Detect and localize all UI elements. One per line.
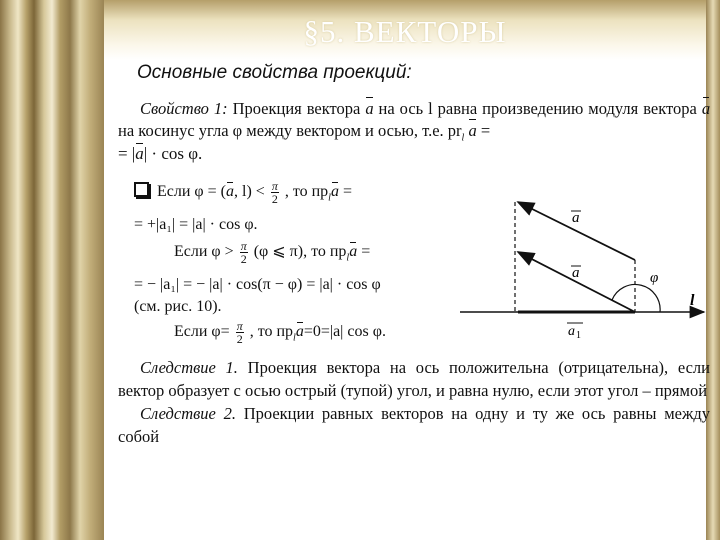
corollary-2-text: Проекции равных векторов на одну и ту же ось равны между собой bbox=[118, 404, 710, 446]
property-1-text-a: Проекция вектора bbox=[232, 99, 361, 118]
projection-diagram bbox=[460, 185, 710, 345]
corollary-1 bbox=[118, 356, 710, 402]
equals-sign: = bbox=[480, 121, 491, 140]
corollaries bbox=[118, 356, 710, 448]
case-line-5: (см. рис. 10). bbox=[134, 298, 222, 315]
checkbox-bullet-icon bbox=[134, 182, 149, 197]
fraction-pi-over-2: $\frac{\pi}{2}$ bbox=[271, 179, 278, 206]
case-line-3: Если φ > $\frac{\pi}{2}$ (φ ⩽ π), то $пр_la$ = bbox=[174, 239, 371, 266]
label-phi: φ bbox=[650, 270, 659, 286]
label-axis-l: l bbox=[690, 292, 695, 309]
decorative-border-left bbox=[0, 0, 104, 540]
slide-title: §5. ВЕКТОРЫ bbox=[303, 14, 507, 49]
case-line-4: = − |a₁| = − |a| · cos(π − φ) = |a| · cos φ bbox=[134, 276, 381, 293]
projection-symbol: $pr_l$ bbox=[447, 121, 465, 144]
label-vector-a-lower: a bbox=[572, 265, 580, 281]
property-1-text-b: на ось l равна произведению bbox=[378, 99, 584, 118]
vector-a-lower bbox=[518, 252, 635, 312]
case-line-1: Если φ = (a, l) < $\frac{\pi}{2}$ , то $пр_la$ = bbox=[134, 180, 352, 205]
property-1-formula: = |a| · cos φ. bbox=[118, 144, 203, 163]
property-1-label: Свойство 1: bbox=[140, 99, 228, 118]
property-1-paragraph bbox=[118, 98, 710, 149]
case-line-2: = +|a₁| = |a| · cos φ. bbox=[134, 216, 258, 233]
angle-phi-arc bbox=[612, 284, 660, 312]
property-1-text-d: на косинус угла φ между вектором и осью, т.е. bbox=[118, 121, 444, 140]
vector-a: a bbox=[468, 121, 477, 140]
property-1-text-c: модуля вектора bbox=[588, 99, 697, 118]
case-line-6: Если φ= $\frac{\pi}{2}$ , то $пр_la=0=|a|$ cos φ. bbox=[174, 319, 386, 346]
label-a1-projection: a bbox=[568, 324, 575, 339]
corollary-1-label: Следствие 1. bbox=[140, 358, 238, 377]
vector-a: a bbox=[701, 99, 711, 118]
slide-subtitle: Основные свойства проекций: bbox=[137, 62, 412, 83]
vector-a: a bbox=[365, 99, 374, 118]
cases-block bbox=[134, 180, 452, 350]
corollary-2-label: Следствие 2. bbox=[140, 404, 236, 423]
label-vector-a-upper: a bbox=[572, 210, 580, 226]
label-a1-subscript: 1 bbox=[576, 330, 581, 341]
corollary-1-text: Проекция вектора на ось положительна (отрицательна), если вектор образует с осью острый (тупой) угол, и равна нулю, если этот угол – прямой bbox=[118, 358, 710, 400]
corollary-2 bbox=[118, 402, 710, 448]
